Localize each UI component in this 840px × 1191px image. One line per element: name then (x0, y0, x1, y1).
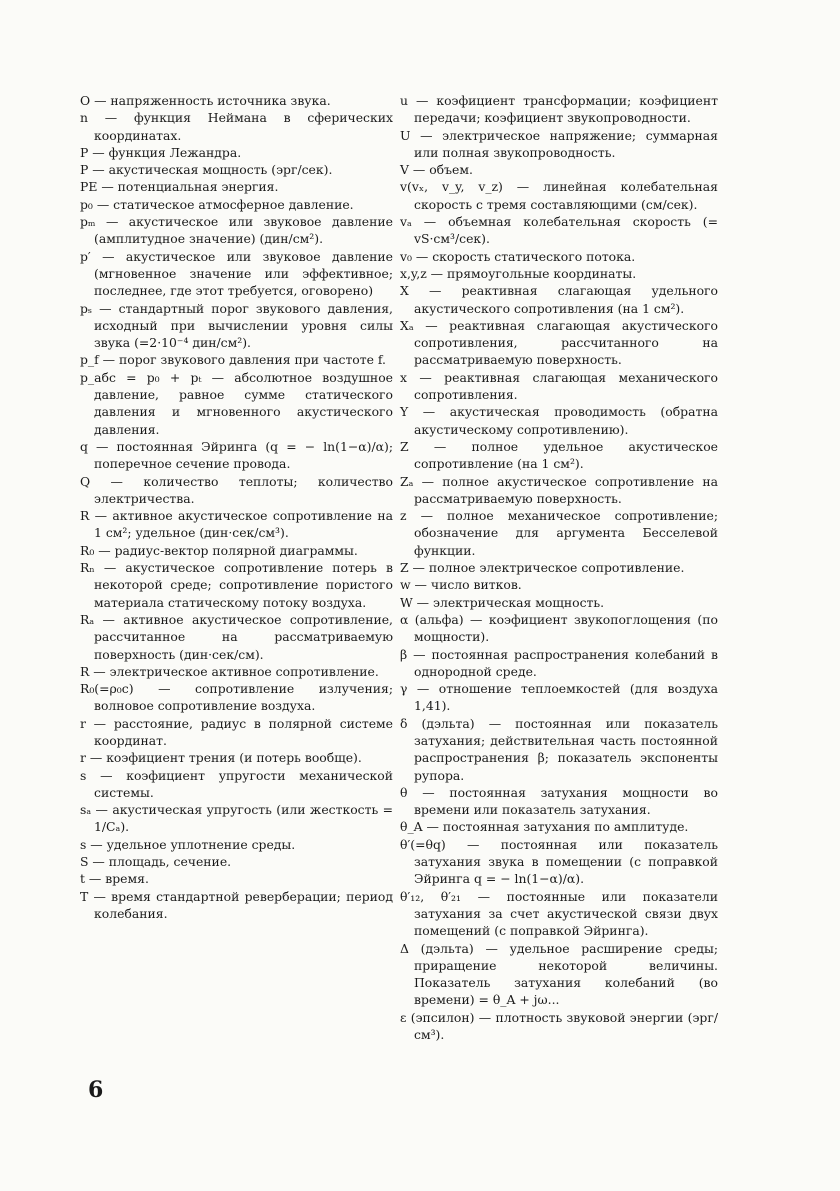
list-item: v(vₓ, v_y, v_z) — линейная колебательная скорость с тремя составляющими (см/сек). (400, 179, 718, 212)
list-item: Z — полное электрическое сопротивление. (400, 560, 685, 576)
list-item: X — реактивная слагающая удельного акустического сопротивления (на 1 см²). (400, 283, 718, 316)
list-item: U — электрическое напряжение; суммарная или полная звукопроводность. (400, 127, 718, 160)
list-item: Rₙ — акустическое сопротивление потерь в некоторой среде; сопротивление пористого материала статическому потоку воздуха. (80, 560, 393, 610)
list-item: Z — полное удельное акустическое сопротивление (на 1 см²). (400, 438, 718, 472)
list-item: v₀ — скорость статического потока. (400, 248, 636, 264)
list-item: T — время стандартной реверберации; период колебания. (80, 888, 393, 921)
left-column (80, 92, 393, 922)
list-item: r — расстояние, радиус в полярной системе координат. (80, 715, 393, 748)
list-item: x,y,z — прямоугольные координаты. (400, 265, 637, 281)
list-item: z — полное механическое сопротивление; обозначение для аргумента Бесселевой функции. (400, 508, 718, 558)
list-item: vₐ — объемная колебательная скорость (= vS·см³/сек). (400, 214, 718, 247)
list-item: t — время. (80, 871, 149, 887)
list-item: O — напряженность источника звука. (80, 93, 331, 108)
list-item: s — коэфициент упругости механической системы. (80, 767, 393, 800)
list-item: θ_A — постоянная затухания по амплитуде. (400, 819, 689, 835)
list-item: P — акустическая мощность (эрг/сек). (80, 162, 333, 178)
list-item: w — число витков. (400, 577, 522, 593)
list-item: pₛ — стандартный порог звукового давления, исходный при вычислении уровня силы звука (=2·10⁻⁴ дин/см²). (80, 300, 393, 351)
list-item: Q — количество теплоты; количество электричества. (80, 473, 393, 506)
list-item: x — реактивная слагающая механического сопротивления. (400, 369, 718, 403)
list-item: ε (эпсилон) — плотность звуковой энергии (эрг/см³). (400, 1009, 718, 1043)
list-item: q — постоянная Эйринга (q = − ln(1−α)/α); поперечное сечение провода. (80, 438, 393, 472)
list-item: Δ (дэльта) — удельное расширение среды; приращение некоторой величины. Показатель затухания колебаний (во времени) = θ_A + jω... (400, 940, 718, 1008)
page-number: 6 (88, 1077, 104, 1103)
list-item: n — функция Неймана в сферических координатах. (80, 110, 393, 143)
list-item: Xₐ — реактивная слагающая акустического сопротивления, рассчитанного на рассматриваемую поверхность. (400, 317, 718, 368)
list-item: θ′(=θq) — постоянная или показатель затухания звука в помещении (с поправкой Эйринга q = − ln(1−α)/α). (400, 836, 718, 887)
list-item: δ (дэльта) — постоянная или показатель затухания; действительная часть постоянной распространения β; показатель экспоненты рупора. (400, 715, 718, 783)
list-item: θ — постоянная затухания мощности во времени или показатель затухания. (400, 784, 718, 818)
list-item: V — объем. (400, 162, 473, 178)
list-item: s — удельное уплотнение среды. (80, 836, 296, 852)
list-item: R₀(=ρ₀c) — сопротивление излучения; волновое сопротивление воздуха. (80, 681, 393, 714)
list-item: PE — потенциальная энергия. (80, 179, 279, 195)
list-item: θ′₁₂, θ′₂₁ — постоянные или показатели затухания за счет акустической связи двух помещений (с поправкой Эйринга). (400, 888, 718, 939)
list-item: S — площадь, сечение. (80, 854, 232, 870)
list-item: pₘ — акустическое или звуковое давление (амплитудное значение) (дин/см²). (80, 214, 393, 247)
list-item: β — постоянная распространения колебаний в однородной среде. (400, 646, 718, 679)
list-item: P — функция Лежандра. (80, 144, 242, 160)
list-item: Rₐ — активное акустическое сопротивление, рассчитанное на рассматриваемую поверхность (дин·сек/см). (80, 611, 393, 662)
list-item: u — коэфициент трансформации; коэфициент передачи; коэфициент звукопроводности. (400, 93, 718, 126)
list-item: sₐ — акустическая упругость (или жесткость = 1/Cₐ). (80, 802, 393, 835)
right-column (400, 92, 718, 1043)
list-item: R₀ — радиус-вектор полярной диаграммы. (80, 542, 358, 558)
list-item: R — электрическое активное сопротивление. (80, 663, 379, 679)
list-item: Y — акустическая проводимость (обратна акустическому сопротивлению). (400, 404, 718, 437)
list-item: Zₐ — полное акустическое сопротивление на рассматриваемую поверхность. (400, 473, 718, 506)
list-item: α (альфа) — коэфициент звукопоглощения (по мощности). (400, 611, 718, 645)
list-item: p_f — порог звукового давления при частоте f. (80, 352, 386, 368)
list-item: p′ — акустическое или звуковое давление (мгновенное значение или эффективное; последнее, где этот требуется, оговорено) (80, 248, 393, 299)
list-item: W — электрическая мощность. (400, 594, 605, 610)
list-item: γ — отношение теплоемкостей (для воздуха 1,41). (400, 681, 718, 714)
list-item: R — активное акустическое сопротивление на 1 см²; удельное (дин·сек/см³). (80, 508, 393, 541)
list-item: r — коэфициент трения (и потерь вообще). (80, 750, 362, 766)
list-item: p₀ — статическое атмосферное давление. (80, 196, 354, 212)
list-item: p_абс = p₀ + pₜ — абсолютное воздушное давление, равное сумме статического давления и мгновенного акустического давления. (80, 369, 393, 437)
